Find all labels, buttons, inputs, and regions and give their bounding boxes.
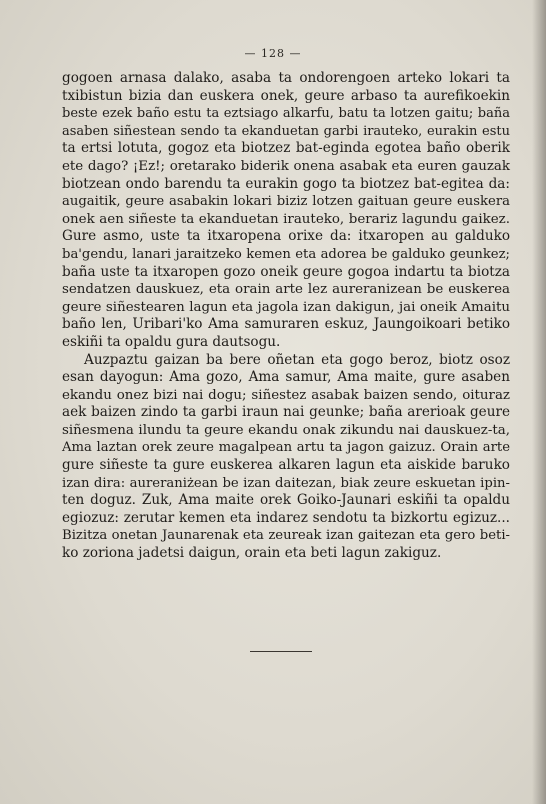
text-line: Auzpaztu gaizan ba bere oñetan eta gogo beroz, biotz osoz bbox=[84, 351, 510, 368]
text-line: baño len, Uribari'ko Ama samuraren eskuz, Jaungoikoari betiko bbox=[62, 316, 510, 333]
text-line: ta ertsi lotuta, gogoz eta biotzez bat-eginda egotea baño oberik bbox=[62, 140, 510, 157]
text-line: txibistun bizia dan euskera onek, geure arbaso ta aurefikoekin bbox=[62, 87, 510, 104]
text-line: asaben siñestean sendo ta ekanduetan garbi irauteko, eurakin estu bbox=[62, 123, 510, 139]
text-line: gogoen arnasa dalako, asaba ta ondorengoen arteko lokari ta bbox=[62, 70, 510, 86]
text-line: egiozuz: zerutar kemen eta indarez sendotu ta bizkortu egizuz... bbox=[62, 509, 510, 526]
closing-rule bbox=[250, 651, 312, 652]
text-line: izan dira: aureraniżean be izan daitezan, biak zeure eskuetan ipin- bbox=[62, 475, 510, 491]
text-line: ete dago? ¡Ez!; oretarako biderik onena asabak eta euren gauzak bbox=[62, 158, 510, 174]
text-line: siñesmena ilundu ta geure ekandu onak zikundu nai dauskuez-ta, bbox=[62, 422, 510, 438]
text-line: gure siñeste ta gure euskerea alkaren lagun eta aiskide baruko bbox=[62, 457, 510, 474]
text-line: Bizitza onetan Jaunarenak eta zeureak izan gaitezan eta gero beti- bbox=[62, 528, 510, 544]
page-number: — 128 — bbox=[244, 47, 302, 60]
paragraph-1 bbox=[62, 70, 510, 352]
text-line: onek aen siñeste ta ekanduetan irauteko, berariz lagundu gaikez. bbox=[62, 211, 510, 227]
text-line: Gure asmo, uste ta itxaropena orixe da: itxaropen au galduko bbox=[62, 228, 510, 245]
text-line: geure siñestearen lagun eta jagola izan dakigun, jai oneik Amaitu bbox=[62, 299, 510, 315]
text-line: esan dayogun: Ama gozo, Ama samur, Ama maite, gure asaben bbox=[62, 369, 510, 386]
text-line: ekandu onez bizi nai dogu; siñestez asabak baizen sendo, oituraz bbox=[62, 387, 510, 403]
text-line: biotzean ondo barendu ta eurakin gogo ta biotzez bat-egitea da: bbox=[62, 175, 510, 192]
text-line: ten doguz. Zuk, Ama maite orek Goiko-Jaunari eskiñi ta opaldu bbox=[62, 492, 510, 509]
text-line: baña uste ta itxaropen gozo oneik geure gogoa indartu ta biotza bbox=[62, 263, 510, 280]
text-line: eskiñi ta opaldu gura dautsogu. bbox=[62, 333, 281, 350]
text-line: ba'gendu, lanari jaraitzeko kemen eta adorea be galduko geunkez; bbox=[62, 246, 510, 262]
text-line: ko zoriona jadetsi daigun, orain eta beti lagun zakiguz. bbox=[62, 545, 442, 562]
paragraph-2 bbox=[62, 352, 510, 563]
text-line: sendatzen dauskuez, eta orain arte lez aureranizean be euskerea bbox=[62, 282, 510, 298]
body-text bbox=[62, 70, 510, 563]
text-line: augaitik, geure asabakin lokari biziz lotzen gaituan geure euskera bbox=[62, 194, 510, 210]
text-line: aek baizen zindo ta garbi iraun nai geunke; baña arerioak geure bbox=[62, 404, 510, 421]
text-line: beste ezek baño estu ta eztsiago alkarfu, batu ta lotzen gaitu; baña bbox=[62, 106, 510, 122]
text-line: Ama laztan orek zeure magalpean artu ta jagon gaizuz. Orain arte bbox=[62, 440, 510, 456]
binding-shadow bbox=[532, 0, 546, 804]
